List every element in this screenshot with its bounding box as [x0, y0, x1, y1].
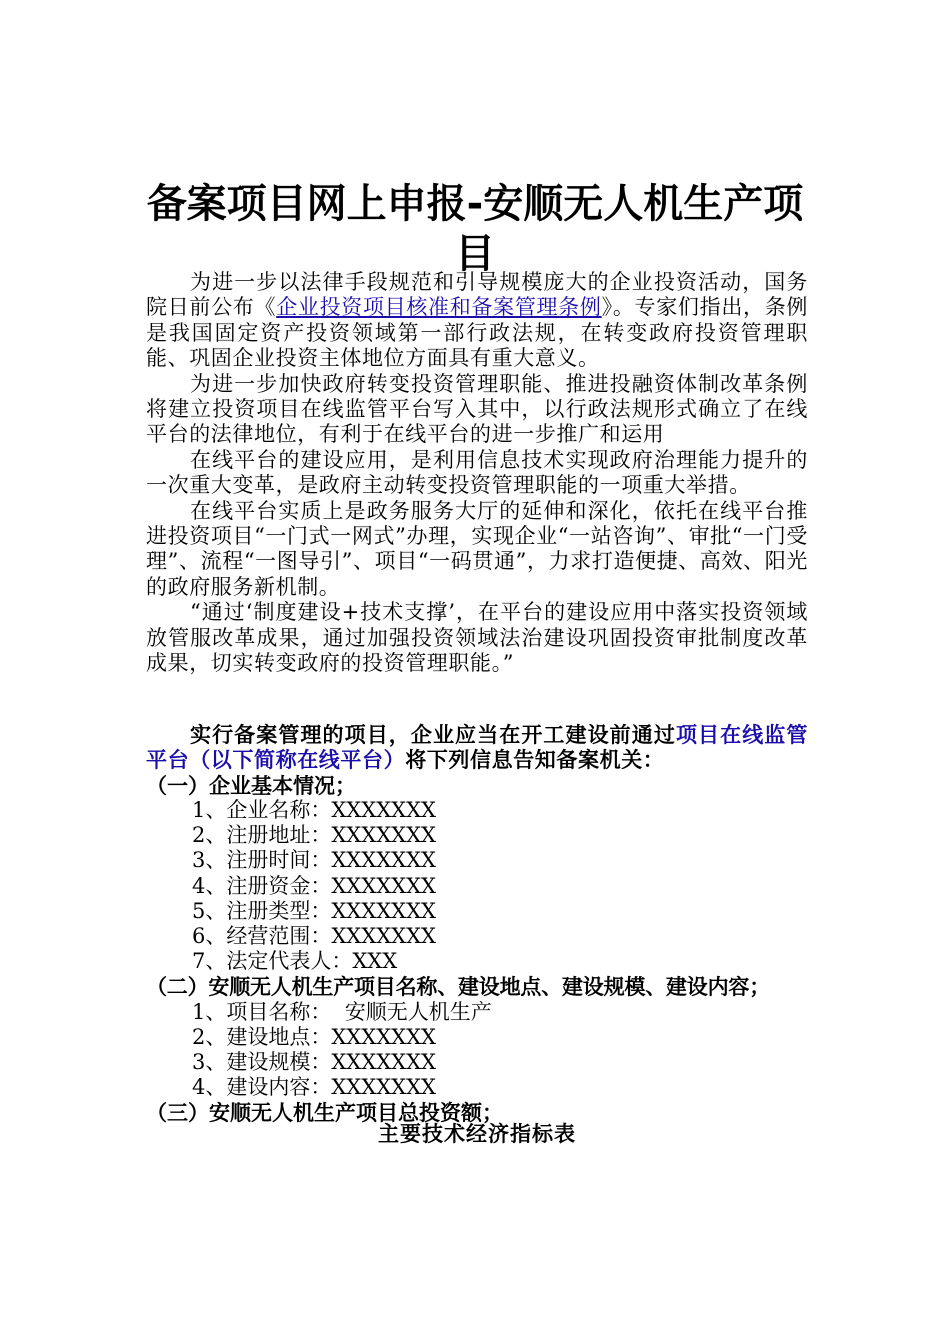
paragraph-1-text-b: 》。专家们指出，条例是我国固定资产投资领域第一部行政法规，在转变政府投资管理职能、巩固企业投资主体地位方面具有重大意义。: [146, 295, 809, 371]
paragraph-4: 在线平台实质上是政务服务大厅的延伸和深化，依托在线平台推进投资项目“一门式一网式”办理，实现企业“一站咨询”、审批“一门受理”、流程“一图导引”、项目“一码贯通”，力求打造便捷、高效、阳光的政府服务新机制。: [146, 498, 808, 599]
regulation-link[interactable]: 企业投资项目核准和备案管理条例: [276, 295, 602, 320]
section-1-item: 2、注册地址：XXXXXXX: [192, 823, 437, 848]
section-1-item: 4、注册资金：XXXXXXX: [192, 873, 437, 898]
section-2-item: 3、建设规模：XXXXXXX: [192, 1050, 437, 1075]
section-1-item: 6、经营范围：XXXXXXX: [192, 924, 437, 949]
paragraph-5: “通过‘制度建设+技术支撑’，在平台的建设应用中落实投资领域放管服改革成果，通过加强投资领域法治建设巩固投资审批制度改革成果，切实转变政府的投资管理职能。”: [146, 600, 808, 676]
section-2-item: 4、建设内容：XXXXXXX: [192, 1075, 437, 1100]
filing-body: [146, 722, 808, 1126]
paragraph-1: [146, 270, 808, 372]
document-title-line-1: 备案项目网上申报-安顺无人机生产项: [146, 181, 804, 227]
filing-intro-text-a: 实行备案管理的项目，企业应当在开工建设前通过: [190, 722, 676, 747]
document-title-line-2: 目: [455, 231, 495, 277]
section-2-heading: （二）安顺无人机生产项目名称、建设地点、建设规模、建设内容；: [146, 974, 770, 1000]
section-1-item: 5、注册类型：XXXXXXX: [192, 898, 437, 923]
paragraph-filing-intro: [146, 722, 808, 773]
section-1-item: 3、注册时间：XXXXXXX: [192, 848, 437, 873]
section-2-item: 1、项目名称： 安顺无人机生产: [192, 999, 492, 1024]
paragraph-2: 为进一步加快政府转变投资管理职能、推进投融资体制改革条例将建立投资项目在线监管平台写入其中，以行政法规形式确立了在线平台的法律地位，有利于在线平台的进一步推广和运用: [146, 371, 808, 447]
section-1-heading: （一）企业基本情况；: [146, 772, 356, 798]
online-platform-reference: 项目在线监管平台（以下简称在线平台）: [146, 722, 808, 773]
intro-body: [146, 270, 808, 677]
section-1-item: 1、企业名称：XXXXXXX: [192, 798, 437, 823]
paragraph-1-text-a: 为进一步以法律手段规范和引导规模庞大的企业投资活动，国务院日前公布《: [146, 270, 808, 320]
table-caption: 主要技术经济指标表: [378, 1121, 576, 1146]
section-3-heading: （三）安顺无人机生产项目总投资额；: [146, 1100, 503, 1126]
section-1-item: 7、法定代表人：XXX: [192, 949, 398, 974]
filing-intro-text-b: 将下列信息告知备案机关：: [405, 747, 665, 773]
section-2-item: 2、建设地点：XXXXXXX: [192, 1024, 437, 1049]
paragraph-3: 在线平台的建设应用，是利用信息技术实现政府治理能力提升的一次重大变革，是政府主动转变投资管理职能的一项重大举措。: [146, 447, 808, 498]
